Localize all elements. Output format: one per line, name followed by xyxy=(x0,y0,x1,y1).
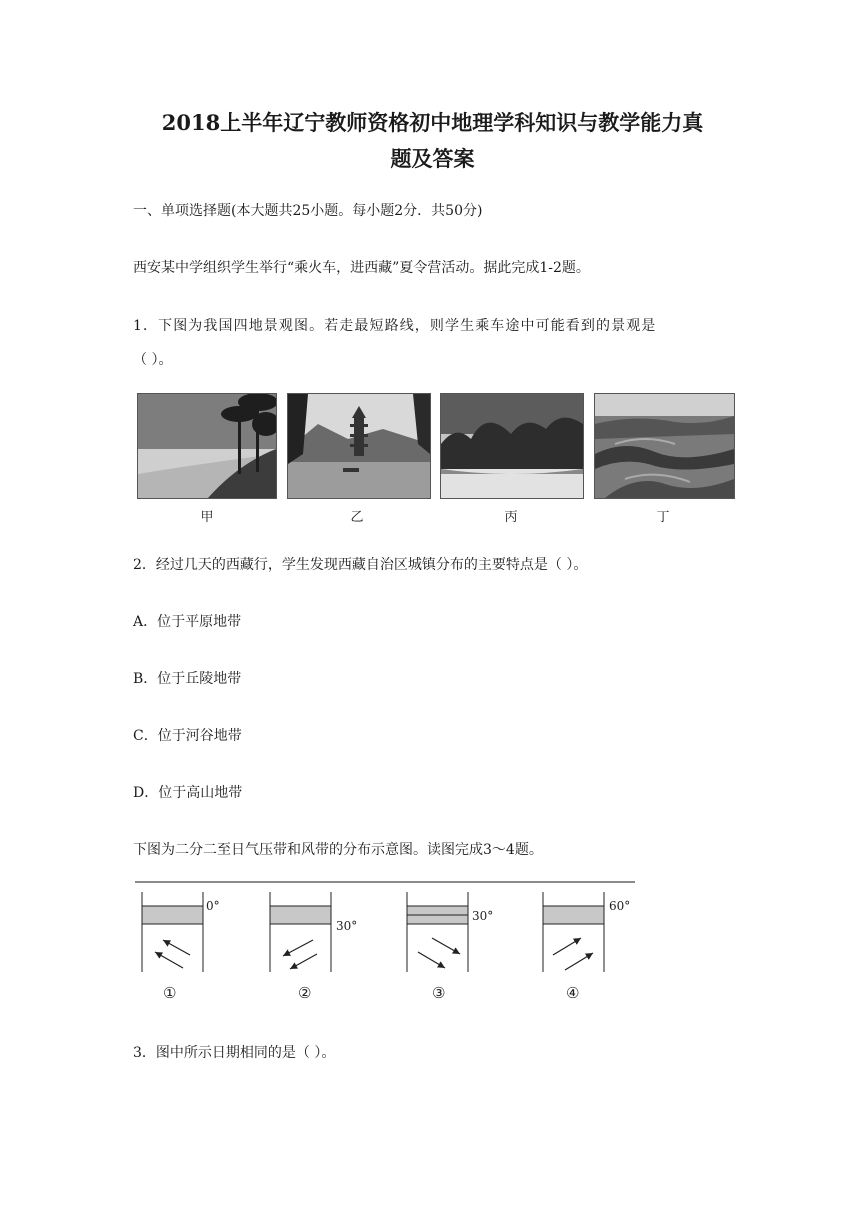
landscape-photo-jia xyxy=(137,393,277,499)
latitude-label-1: 0° xyxy=(206,899,220,913)
latitude-label-3: 30° xyxy=(472,909,494,923)
diagram-1 xyxy=(142,892,220,1002)
diagram-number-3: ③ xyxy=(432,984,446,1002)
option-d: D．位于高山地带 xyxy=(133,785,243,801)
option-b: B．位于丘陵地带 xyxy=(133,671,242,687)
diagram-number-4: ④ xyxy=(566,984,580,1002)
photo-label-yi: 乙 xyxy=(350,510,364,525)
diagram-number-1: ① xyxy=(163,984,177,1002)
diagram-4 xyxy=(543,892,630,1002)
landscape-photo-yi xyxy=(287,393,431,499)
diagram-number-2: ② xyxy=(298,984,312,1002)
section-heading: 一、单项选择题(本大题共25小题。每小题2分．共50分) xyxy=(133,203,483,219)
option-c: C．位于河谷地带 xyxy=(133,728,242,744)
diagram-2 xyxy=(270,892,357,1002)
landscape-photo-bing xyxy=(440,393,584,499)
question-1-blank: （ ）。 xyxy=(133,352,173,368)
latitude-label-4: 60° xyxy=(609,899,631,913)
page-title-line2: 题及答案 xyxy=(390,146,475,171)
intro-text: 西安某中学组织学生举行“乘火车，进西藏”夏令营活动。据此完成1-2题。 xyxy=(133,260,590,276)
wind-belt-diagram xyxy=(135,880,645,1005)
question-2: 2．经过几天的西藏行，学生发现西藏自治区城镇分布的主要特点是（ ）。 xyxy=(133,557,588,573)
question-1: 1．下图为我国四地景观图。若走最短路线，则学生乘车途中可能看到的景观是 xyxy=(133,318,657,334)
question-3: 3．图中所示日期相同的是（ ）。 xyxy=(133,1045,336,1061)
latitude-label-2: 30° xyxy=(336,919,358,933)
diagram-3 xyxy=(407,892,493,1002)
photo-label-jia: 甲 xyxy=(200,510,214,525)
landscape-photo-ding xyxy=(594,393,735,499)
photo-label-ding: 丁 xyxy=(656,510,670,525)
intro-text-2: 下图为二分二至日气压带和风带的分布示意图。读图完成3～4题。 xyxy=(133,842,543,858)
page-title: 2018上半年辽宁教师资格初中地理学科知识与教学能力真 xyxy=(161,110,704,135)
photo-label-bing: 丙 xyxy=(504,510,518,525)
option-a: A．位于平原地带 xyxy=(133,614,242,630)
